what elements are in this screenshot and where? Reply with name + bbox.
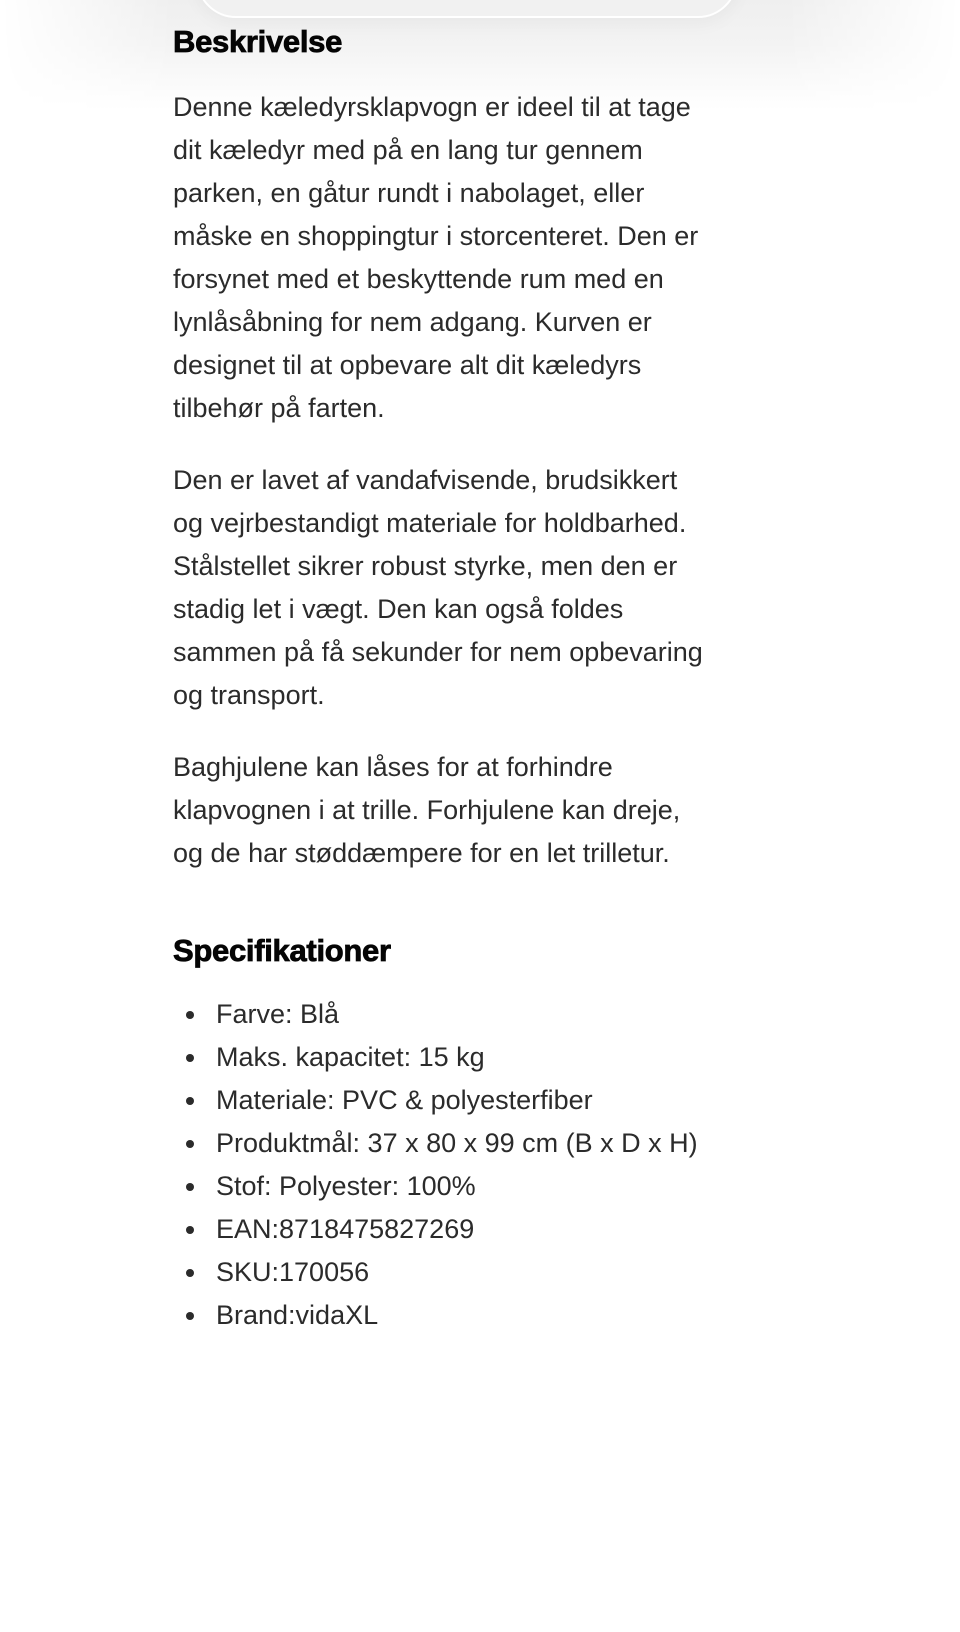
spec-item-text: Produktmål: 37 x 80 x 99 cm (B x D x H) bbox=[216, 1128, 698, 1158]
specifications-section bbox=[173, 933, 703, 1337]
spec-item-ean bbox=[173, 1208, 703, 1251]
bullet-icon bbox=[186, 1140, 194, 1148]
description-section bbox=[173, 24, 703, 875]
bullet-icon bbox=[186, 1312, 194, 1320]
spec-item-text: Stof: Polyester: 100% bbox=[216, 1171, 476, 1201]
bullet-icon bbox=[186, 1226, 194, 1234]
spec-item-brand bbox=[173, 1294, 703, 1337]
spec-item-text: Materiale: PVC & polyesterfiber bbox=[216, 1085, 593, 1115]
description-heading: Beskrivelse bbox=[173, 24, 343, 59]
spec-item-text: Farve: Blå bbox=[216, 999, 340, 1029]
spec-item-sku bbox=[173, 1251, 703, 1294]
specifications-list bbox=[173, 993, 703, 1337]
bullet-icon bbox=[186, 1097, 194, 1105]
spec-item-text: SKU:170056 bbox=[216, 1257, 370, 1287]
spec-item-text: EAN:8718475827269 bbox=[216, 1214, 475, 1244]
spec-item-text: Maks. kapacitet: 15 kg bbox=[216, 1042, 485, 1072]
spec-item-capacity bbox=[173, 1036, 703, 1079]
spec-item-fabric bbox=[173, 1165, 703, 1208]
product-details bbox=[173, 20, 703, 1337]
description-paragraph-2: Den er lavet af vandafvisende, brudsikkert og vejrbestandigt materiale for holdbarhed. Stålstellet sikrer robust styrke, men den er stadig let i vægt. Den kan også foldes sammen på få sekunder for nem opbevaring og transport. bbox=[173, 465, 703, 710]
specifications-heading: Specifikationer bbox=[173, 933, 391, 968]
bullet-icon bbox=[186, 1183, 194, 1191]
spec-item-text: Brand:vidaXL bbox=[216, 1300, 379, 1330]
bullet-icon bbox=[186, 1054, 194, 1062]
description-paragraph-3: Baghjulene kan låses for at forhindre klapvognen i at trille. Forhjulene kan dreje, og de har støddæmpere for en let trilletur. bbox=[173, 752, 681, 868]
description-paragraph-1: Denne kæledyrsklapvogn er ideel til at tage dit kæledyr med på en lang tur gennem parken, en gåtur rundt i nabolaget, eller måske en shoppingtur i storcenteret. Den er forsynet med et beskyttende rum med en lynlåsåbning for nem adgang. Kurven er designet til at opbevare alt dit kæledyrs tilbehør på farten. bbox=[173, 92, 699, 423]
spec-item-dimensions bbox=[173, 1122, 703, 1165]
bullet-icon bbox=[186, 1011, 194, 1019]
spec-item-material bbox=[173, 1079, 703, 1122]
spec-item-color bbox=[173, 993, 703, 1036]
bullet-icon bbox=[186, 1269, 194, 1277]
card-bottom-edge bbox=[196, 0, 738, 18]
